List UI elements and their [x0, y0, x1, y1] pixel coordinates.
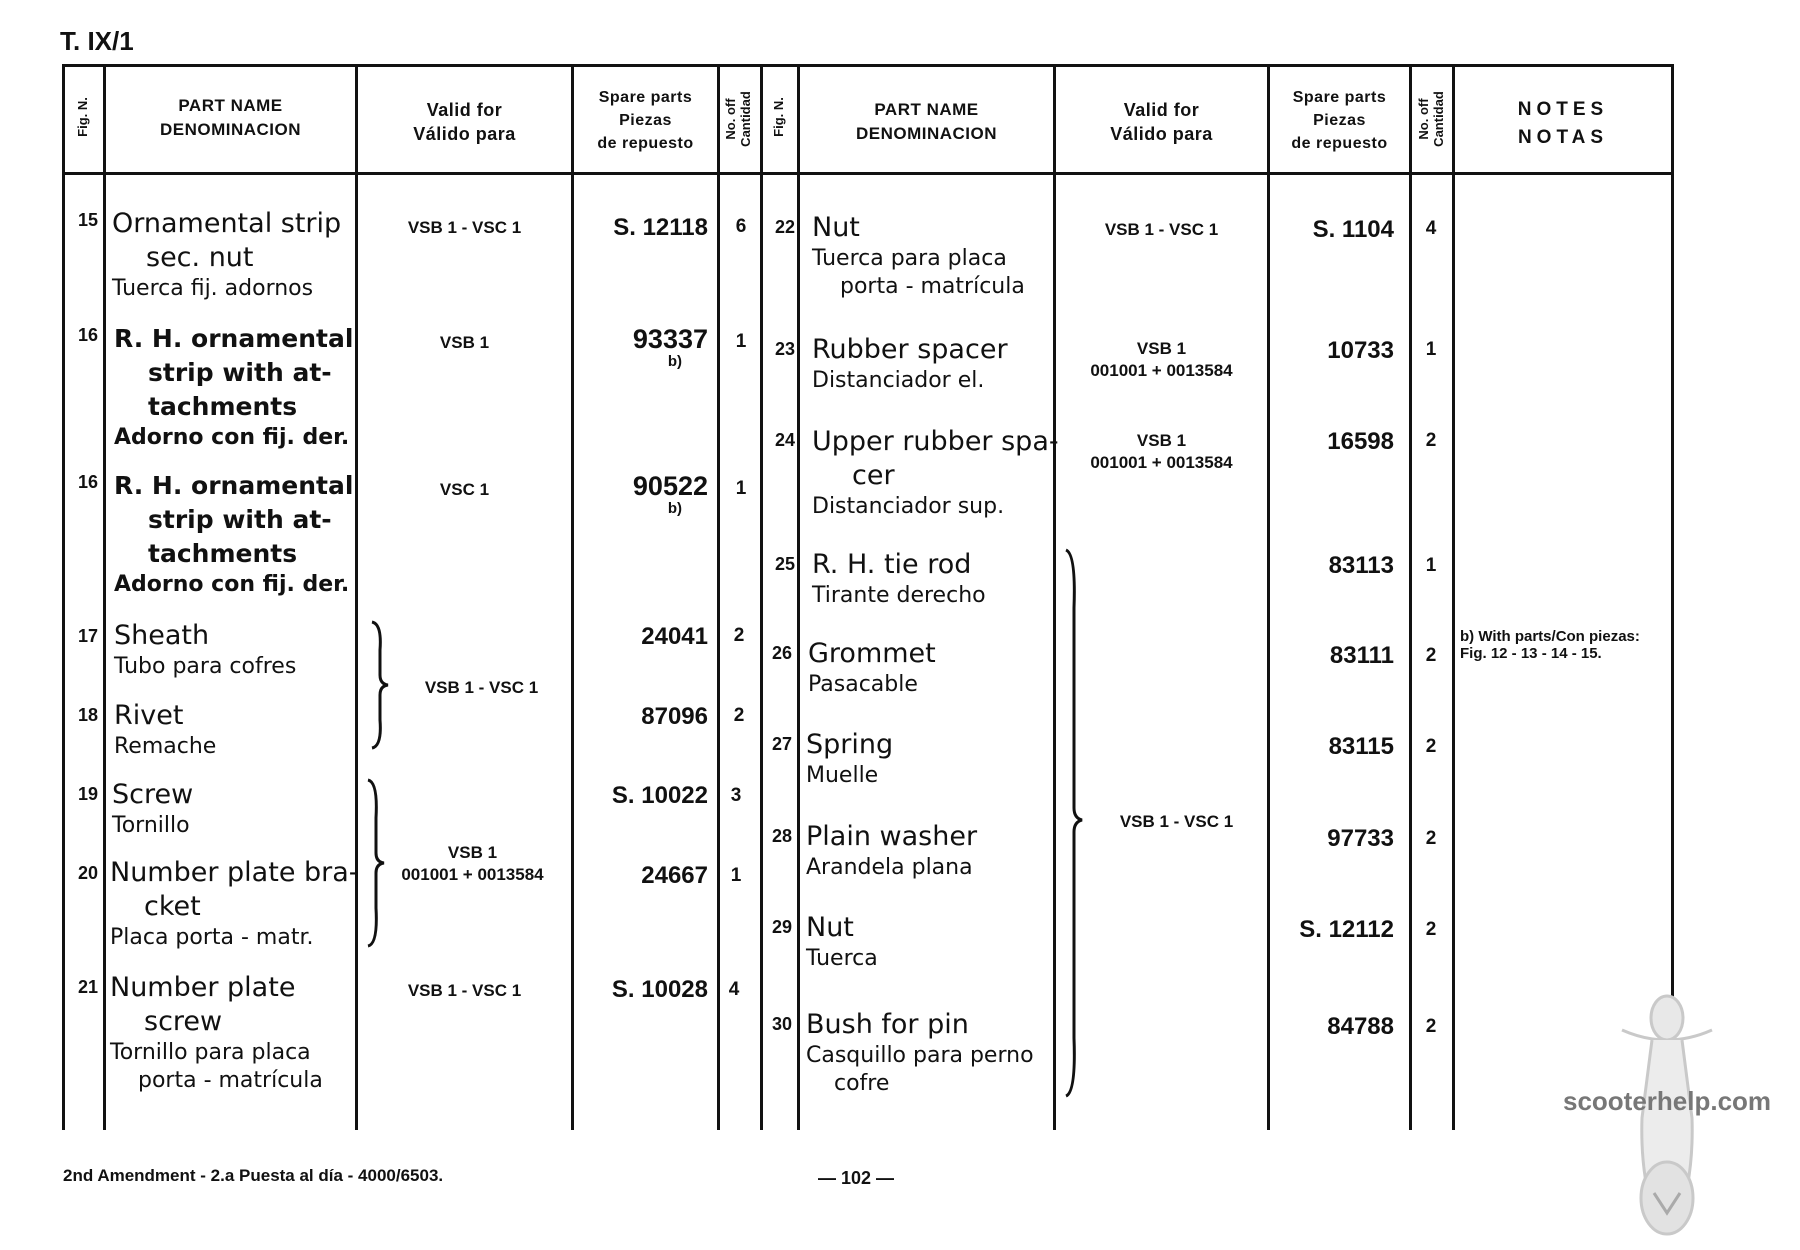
spare-part-number: 87096	[641, 703, 708, 730]
part-name: Spring Muelle	[806, 729, 894, 788]
valid-for: VSC 1	[439, 480, 490, 499]
spare-part-number: 97733	[1327, 825, 1394, 852]
col-rule	[1409, 64, 1412, 1130]
header-valid-for: Valid for Válido para	[1110, 100, 1213, 144]
col-rule	[1671, 64, 1674, 1130]
fig-number: 28	[771, 826, 792, 846]
part-name: R. H. ornamental strip with at- tachments Adorno con fij. der.	[114, 471, 354, 597]
col-rule	[797, 64, 800, 1130]
fig-number: 17	[77, 626, 98, 646]
spare-part-number: S. 10028	[611, 976, 708, 1003]
notes-text: b) With parts/Con piezas: Fig. 12 - 13 - 14 - 15.	[1460, 628, 1640, 662]
fig-number: 23	[774, 339, 795, 359]
header-bottom-rule	[62, 172, 1674, 175]
col-rule	[103, 64, 106, 1130]
quantity: 2	[1425, 645, 1437, 666]
spare-part-number: 10733	[1327, 337, 1394, 364]
part-name: Plain washer Arandela plana	[806, 821, 978, 880]
header-notes: NOTES NOTAS	[1517, 99, 1609, 148]
part-name: Screw Tornillo	[112, 779, 194, 838]
page-reference: T. IX/1	[60, 26, 134, 56]
spare-part-number: 90522 b)	[632, 471, 708, 517]
part-name: Grommet Pasacable	[808, 638, 936, 697]
part-name: Number plate screw Tornillo para placa porta - matrícula	[110, 972, 323, 1093]
col-rule	[1452, 64, 1455, 1130]
quantity: 4	[728, 979, 740, 1000]
spare-part-number: 83115	[1328, 733, 1394, 760]
part-name: R. H. tie rod Tirante derecho	[812, 549, 986, 608]
quantity: 1	[1425, 555, 1437, 576]
fig-number: 19	[77, 784, 98, 804]
header-part-name: PART NAME DENOMINACION	[855, 100, 998, 143]
spare-part-number: 93337 b)	[632, 324, 708, 370]
amendment-footer: 2nd Amendment - 2.a Puesta al día - 4000/6503.	[63, 1166, 444, 1185]
header-spare-parts: Spare parts Piezas de repuesto	[597, 89, 694, 152]
quantity: 4	[1425, 218, 1437, 239]
spare-part-number: 24041	[641, 623, 708, 650]
quantity: 2	[1425, 919, 1437, 940]
spare-part-number: S. 10022	[611, 782, 708, 809]
fig-number: 27	[771, 734, 792, 754]
spare-part-number: S. 12118	[613, 214, 708, 241]
valid-for: VSB 1 001001 + 0013584	[1090, 339, 1233, 380]
valid-for: VSB 1 - VSC 1	[407, 218, 522, 237]
spare-part-number: 16598	[1327, 428, 1394, 455]
part-name: Nut Tuerca	[806, 912, 878, 971]
col-rule	[62, 64, 65, 1130]
col-rule	[760, 64, 763, 1130]
quantity: 2	[1425, 828, 1437, 849]
fig-number: 26	[771, 643, 792, 663]
quantity: 2	[1425, 430, 1437, 451]
header-fig: Fig. N.	[771, 97, 786, 137]
part-name: R. H. ornamental strip with at- tachments Adorno con fij. der.	[114, 324, 354, 450]
part-name: Sheath Tubo para cofres	[114, 620, 297, 679]
header-spare-parts: Spare parts Piezas de repuesto	[1291, 89, 1388, 152]
part-name: Nut Tuerca para placa porta - matrícula	[812, 212, 1025, 299]
quantity: 1	[730, 865, 742, 886]
fig-number: 22	[774, 217, 795, 237]
part-name: Upper rubber spa- cer Distanciador sup.	[812, 426, 1059, 519]
header-quantity: No. off Cantidad	[723, 91, 753, 147]
fig-number: 15	[77, 210, 98, 230]
valid-for: VSB 1 - VSC 1	[407, 981, 522, 1000]
fig-number: 20	[77, 863, 98, 883]
spare-part-number: 83111	[1329, 642, 1394, 669]
page-number: — 102 —	[818, 1168, 895, 1188]
fig-number: 16	[77, 472, 98, 492]
fig-number: 29	[771, 917, 792, 937]
quantity: 2	[733, 625, 745, 646]
spare-part-number: 83113	[1328, 552, 1394, 579]
fig-number: 21	[77, 977, 98, 997]
quantity: 1	[735, 331, 747, 352]
fig-number: 25	[774, 554, 795, 574]
part-name: Number plate bra- cket Placa porta - matr.	[110, 857, 359, 950]
part-name: Rivet Remache	[114, 700, 217, 759]
quantity: 2	[733, 705, 745, 726]
quantity: 2	[1425, 1016, 1437, 1037]
header-part-name: PART NAME DENOMINACION	[159, 96, 302, 139]
fig-number: 16	[77, 325, 98, 345]
fig-number: 24	[774, 430, 795, 450]
quantity: 1	[735, 478, 747, 499]
part-name: Rubber spacer Distanciador el.	[812, 334, 1008, 393]
col-rule	[717, 64, 720, 1130]
quantity: 2	[1425, 736, 1437, 757]
valid-for: VSB 1	[439, 333, 490, 352]
header-quantity: No. off Cantidad	[1416, 91, 1446, 147]
header-valid-for: Valid for Válido para	[413, 100, 516, 144]
valid-for-group: VSB 1 - VSC 1	[1119, 812, 1234, 831]
valid-for-group: VSB 1 - VSC 1	[424, 678, 539, 697]
quantity: 1	[1425, 339, 1437, 360]
header-fig: Fig. N.	[75, 97, 90, 137]
spare-part-number: 84788	[1327, 1013, 1394, 1040]
watermark-text: scooterhelp.com	[1563, 1086, 1772, 1116]
part-name: Bush for pin Casquillo para perno cofre	[806, 1009, 1034, 1096]
spare-part-number: 24667	[641, 862, 708, 889]
fig-number: 18	[77, 705, 98, 725]
spare-part-number: S. 1104	[1312, 216, 1394, 243]
table-top-rule	[62, 64, 1674, 67]
valid-for: VSB 1 - VSC 1	[1104, 220, 1219, 239]
fig-number: 30	[771, 1014, 792, 1034]
spare-part-number: S. 12112	[1299, 916, 1394, 943]
group-brace	[368, 620, 394, 750]
part-name: Ornamental strip sec. nut Tuerca fij. adornos	[112, 208, 342, 301]
group-brace	[1062, 548, 1088, 1098]
quantity: 3	[730, 785, 742, 806]
valid-for-group: VSB 1 001001 + 0013584	[401, 843, 544, 884]
quantity: 6	[735, 216, 747, 237]
valid-for: VSB 1 001001 + 0013584	[1090, 431, 1233, 472]
